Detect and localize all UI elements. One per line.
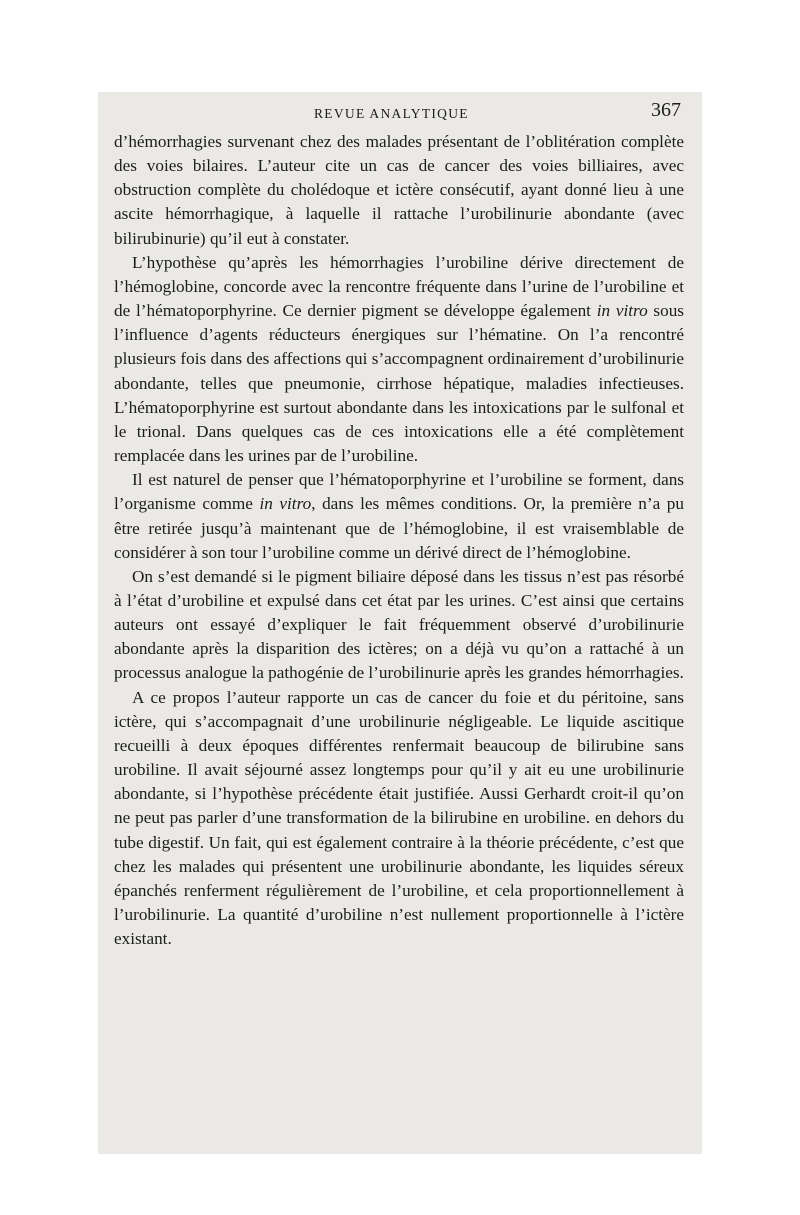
paragraph-3 (114, 468, 684, 565)
paragraph-4 (114, 565, 684, 686)
page-number: 367 (651, 99, 681, 121)
paragraph-4-text: On s’est demandé si le pigment biliaire déposé dans les tissus n’est pas résorbé à l’état d’urobiline et expulsé dans cet état par les urines. C’est ainsi que certains auteurs ont essayé d’expliquer le fait fréquemment observé d’urobilinurie abondante après la disparition des ictères; on a déjà vu qu’on a rattaché à un processus analogue la pathogénie de l’urobilinurie après les grandes hémorrhagies. (114, 566, 684, 683)
paragraph-3-text-a: Il est naturel de penser que l’hématoporphyrine et l’urobiline se forment, dans l’organisme comme (114, 470, 684, 514)
paragraph-2 (114, 251, 684, 468)
paragraph-5-text: A ce propos l’auteur rapporte un cas de cancer du foie et du péritoine, sans ictère, qui s’accompagnait d’une urobilinurie négligeable. Le liquide ascitique recueilli à deux époques différentes renfermait beaucoup de bilirubine sans urobiline. Il avait séjourné assez longtemps pour qu’il y ait eu une urobilinurie abondante, si l’hypothèse précédente était justifiée. Aussi Gerhardt croit-il qu’on ne peut pas parler d’une transformation de la bilirubine en urobiline. en dehors du tube digestif. Un fait, qui est également contraire à la théorie précédente, c’est que chez les malades qui présentent une urobilinurie abondante, les liquides séreux épanchés renferment régulièrement de l’urobiline, et cela proportionnellement à l’urobilinurie. La quantité d’urobiline n’est nullement proportionnelle à l’ictère existant. (114, 687, 684, 949)
running-head (114, 98, 684, 130)
paragraph-2-italic-in-vitro: in vitro (596, 301, 648, 321)
paragraph-2-text-b: sous l’influence d’agents réducteurs énergiques sur l’hématine. On l’a rencontré plusieurs fois dans des affections qui s’accompagnent ordinairement d’urobilinurie abondante, telles que pneumonie, cirrhose hépatique, maladies infectieuses. L’hématoporphyrine est surtout abondante dans les intoxications par le sulfonal et le trional. Dans quelques cas de ces intoxications elle a été complètement remplacée dans les urines par de l’urobiline. (114, 301, 684, 466)
paragraph-3-italic-in-vitro: in vitro (259, 494, 312, 514)
paragraph-5 (114, 686, 684, 952)
paragraph-2-text-a: L’hypothèse qu’après les hémorrhagies l’urobiline dérive directement de l’hémoglobine, concorde avec la rencontre fréquente dans l’urine de l’urobiline et de l’hématoporphyrine. Ce dernier pigment se développe également (114, 252, 684, 321)
page (114, 98, 684, 951)
paragraph-3-text-b: , dans les mêmes conditions. Or, la première n’a pu être retirée jusqu’à maintenant que de l’hémoglobine, il est vraisemblable de considérer à son tour l’urobiline comme un dérivé direct de l’hémoglobine. (114, 494, 684, 562)
paragraph-1 (114, 130, 684, 251)
paragraph-1-text: d’hémorrhagies survenant chez des malades présentant de l’oblitération complète des voies bilaires. L’auteur cite un cas de cancer des voies billiaires, avec obstruction complète du cholédoque et ictère consécutif, ayant donné lieu à une ascite hémorrhagique, à laquelle il rattache l’urobilinurie abondante (avec bilirubinurie) qu’il eut à constater. (114, 132, 684, 248)
running-title: REVUE ANALYTIQUE (314, 106, 469, 121)
body-text (114, 130, 684, 951)
